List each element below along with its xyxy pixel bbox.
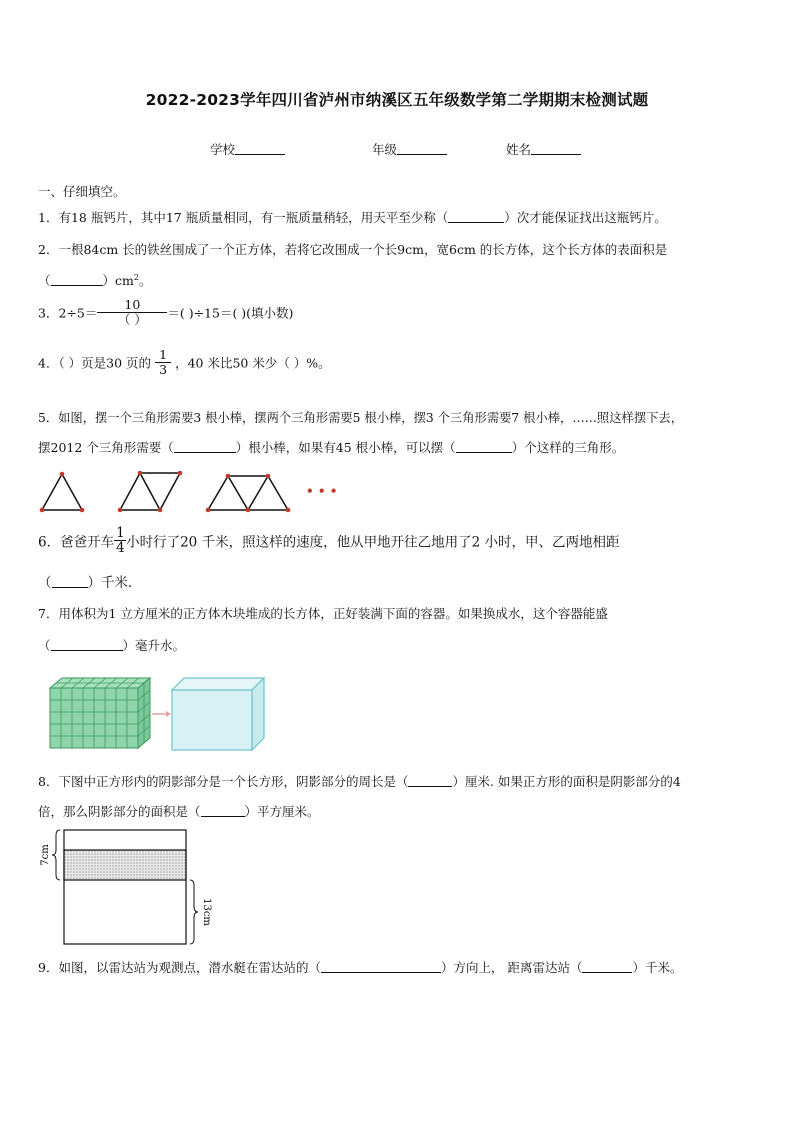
q1-blank[interactable]: [448, 210, 504, 223]
continuation-dots: • • •: [306, 484, 338, 498]
q2-blank[interactable]: [51, 273, 103, 286]
q3-numerator: 10: [97, 298, 167, 313]
container-top: [172, 678, 264, 690]
q2-unit-sup: 2: [133, 272, 139, 282]
q6-suffix: 小时行了20 千米，照这样的速度，他从甲地开往乙地用了2 小时，甲、乙两地相距: [126, 534, 620, 551]
q3-denominator[interactable]: （ ）: [117, 312, 147, 327]
q5-text-a: 摆2012 个三角形需要（: [38, 440, 174, 455]
question-5-line1: 5．如图，摆一个三角形需要3 根小棒，摆两个三角形需要5 根小棒，摆3 个三角形需要7 根小棒，……照这样摆下去，: [38, 411, 684, 425]
container-front: [172, 690, 252, 750]
page-title: 2022-2023学年四川省泸州市纳溪区五年级数学第二学期期末检测试题: [145, 91, 649, 109]
q8-blank-2[interactable]: [201, 804, 245, 817]
triangle-1-nodes: [40, 472, 85, 513]
question-1: [38, 208, 667, 226]
q4-prefix: 4．（ ）页是30 页的: [38, 355, 152, 371]
q6-open: （: [38, 575, 52, 591]
q4-suffix: ，40 米比50 米少（ ）%。: [175, 355, 331, 371]
q7-unit: ）毫升水。: [122, 638, 186, 653]
q1-text-end: ）次才能保证找出这瓶钙片。: [504, 210, 667, 225]
question-5-line2: [38, 438, 624, 456]
q8-text-d: ）平方厘米。: [244, 804, 320, 819]
grade-field[interactable]: [372, 140, 447, 158]
question-2-line2: [38, 271, 151, 289]
square-figure: [34, 826, 224, 950]
question-8-line1: [38, 772, 681, 790]
question-6-line2: [38, 571, 142, 591]
q5-text-c: ）个这样的三角形。: [511, 440, 625, 455]
name-field[interactable]: [506, 140, 581, 158]
q4-numerator: 1: [155, 348, 171, 363]
q9-text-b: ）方向上， 距离雷达站（: [440, 960, 583, 975]
q9-blank-1[interactable]: [321, 960, 441, 973]
q2-end: 。: [138, 273, 152, 288]
q3-suffix: ＝( )÷15＝( )(填小数): [167, 305, 294, 321]
school-field[interactable]: [210, 140, 285, 158]
triangle-3: [208, 476, 288, 510]
q9-text-c: ）千米。: [632, 960, 683, 975]
q2-unit: ）cm: [102, 273, 134, 288]
triangle-1: [42, 474, 82, 510]
q6-prefix: 6．爸爸开车: [38, 534, 115, 551]
school-label: 学校: [210, 142, 236, 157]
outer-square: [64, 830, 186, 944]
question-3: [38, 298, 293, 327]
question-7-line2: [38, 636, 185, 654]
container-side: [252, 678, 264, 750]
q9-text-a: 9．如图，以雷达站为观测点，潜水艇在雷达站的（: [38, 960, 321, 975]
q6-numerator: 1: [116, 525, 125, 541]
q6-unit: ）千米．: [87, 575, 142, 591]
q9-blank-2[interactable]: [582, 960, 632, 973]
question-2-line1: 2．一根84cm 长的铁丝围成了一个正方体，若将它改围成一个长9cm，宽6cm 的长方体，这个长方体的表面积是: [38, 242, 668, 257]
q5-blank-1[interactable]: [174, 440, 236, 453]
q8-text-b: ）厘米. 如果正方形的面积是阴影部分的4: [452, 774, 681, 789]
brace-7cm: [52, 830, 60, 880]
grade-label: 年级: [372, 142, 398, 157]
q8-text-a: 8．下图中正方形内的阴影部分是一个长方形，阴影部分的周长是（: [38, 774, 409, 789]
question-7-line1: 7．用体积为1 立方厘米的正方体木块堆成的长方体，正好装满下面的容器。如果换成水，这个容器能盛: [38, 606, 608, 621]
q8-blank-1[interactable]: [408, 774, 452, 787]
triangles-figure: [36, 466, 346, 518]
name-label: 姓名: [506, 142, 532, 157]
q3-prefix: 3．2÷5＝: [38, 305, 98, 321]
name-blank[interactable]: [531, 142, 581, 155]
arrow-head: [166, 711, 171, 717]
shaded-rectangle: [64, 850, 186, 880]
question-6-line1: [38, 526, 619, 555]
school-blank[interactable]: [235, 142, 285, 155]
triangle-2: [120, 473, 180, 510]
q7-blank[interactable]: [51, 638, 123, 651]
label-13cm: 13cm: [201, 898, 212, 926]
q5-text-b: ）根小棒，如果有45 根小棒，可以摆（: [235, 440, 456, 455]
q2-open: （: [38, 273, 51, 288]
q4-denominator: 3: [159, 362, 168, 377]
grade-blank[interactable]: [397, 142, 447, 155]
cube-container-figure: [44, 674, 274, 754]
q3-fraction: [97, 298, 167, 327]
q5-blank-2[interactable]: [456, 440, 512, 453]
section-heading: 一、仔细填空。: [38, 184, 126, 199]
q4-fraction: [155, 348, 171, 377]
q8-text-c: 倍，那么阴影部分的面积是（: [38, 804, 201, 819]
question-4: [38, 348, 331, 377]
q6-blank[interactable]: [52, 575, 88, 588]
q6-denominator: 4: [116, 540, 125, 556]
q7-open: （: [38, 638, 51, 653]
q6-fraction: [114, 526, 126, 555]
question-9: [38, 958, 682, 976]
label-7cm: 7cm: [40, 844, 51, 866]
question-8-line2: [38, 802, 320, 820]
q1-text: 1．有18 瓶钙片，其中17 瓶质量相同，有一瓶质量稍轻，用天平至少称（: [38, 210, 449, 225]
brace-13cm: [190, 880, 198, 944]
